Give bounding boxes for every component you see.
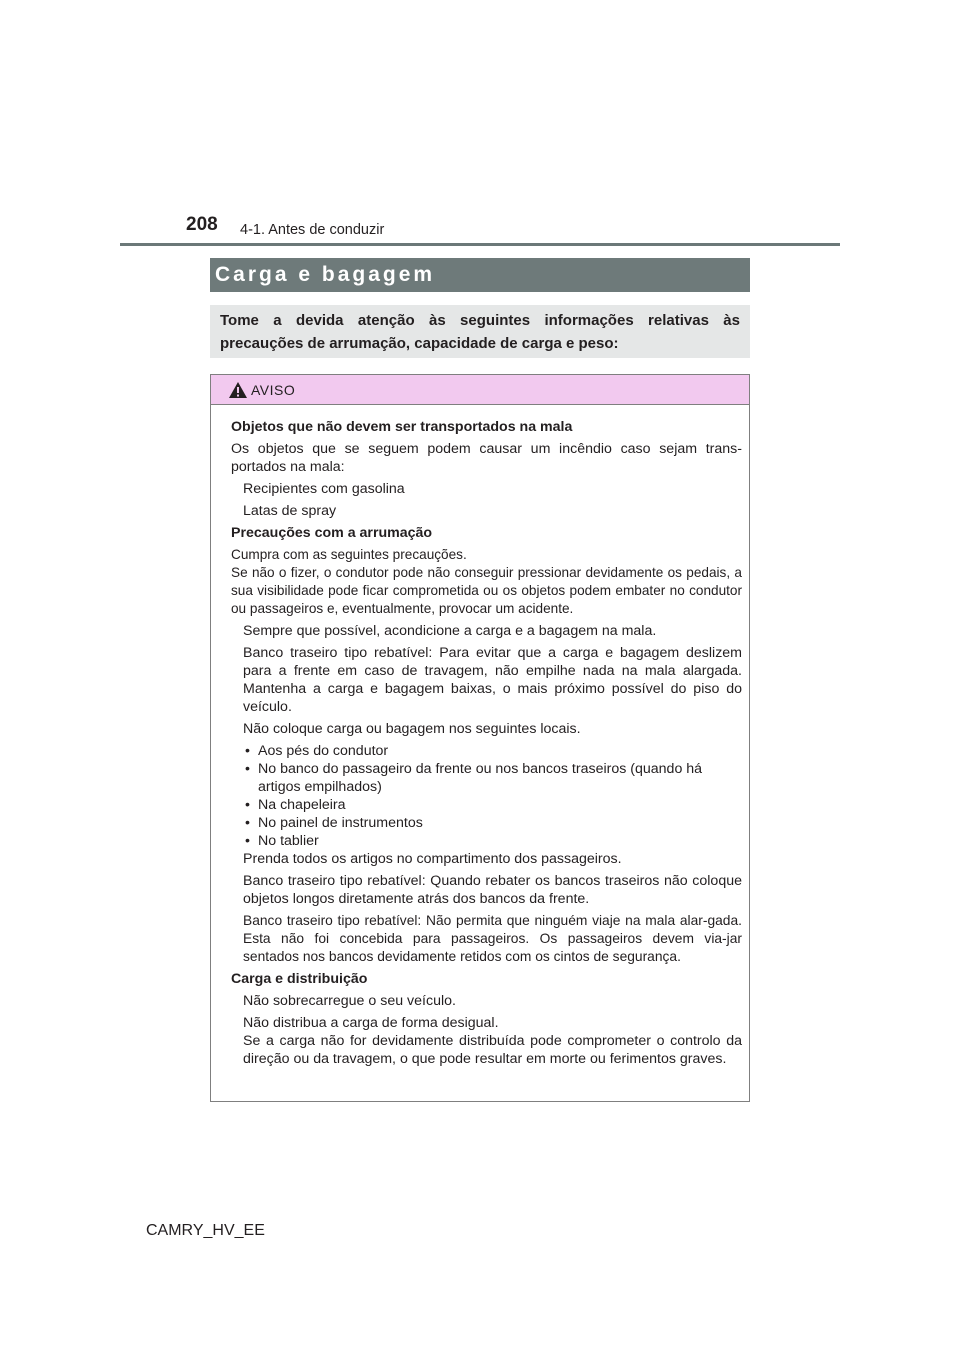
warning-item: Se a carga não for devidamente distribuída pode comprometer o controlo da direção ou da travagem, o que pode resultar em morte ou ferimentos graves. bbox=[243, 1033, 742, 1067]
warning-heading-arrumacao: Precauções com a arrumação bbox=[231, 525, 433, 541]
warning-paragraph: Se não o fizer, o condutor pode não conseguir pressionar devidamente os pedais, a sua visibilidade pode ficar comprometida ou os objetos podem embater no condutor ou passageiros e, eventualmente, provocar um acidente. bbox=[231, 565, 742, 616]
warning-item: Prenda todos os artigos no compartimento dos passageiros. bbox=[243, 851, 622, 867]
warning-header bbox=[211, 375, 749, 405]
warning-item: Recipientes com gasolina bbox=[243, 481, 405, 497]
warning-paragraph: Os objetos que se seguem podem causar um incêndio caso sejam trans-portados na mala: bbox=[231, 441, 742, 475]
intro-text: Tome a devida atenção às seguintes informações relativas às precauções de arrumação, capacidade de carga e peso: bbox=[210, 305, 750, 358]
warning-heading-carga: Carga e distribuição bbox=[231, 971, 368, 987]
warning-item: Não coloque carga ou bagagem nos seguintes locais. bbox=[243, 721, 581, 737]
list-item: • No painel de instrumentos bbox=[243, 814, 742, 832]
page-number: 208 bbox=[186, 214, 218, 235]
list-item: • No banco do passageiro da frente ou nos bancos traseiros (quando há artigos empilhados) bbox=[243, 760, 742, 796]
section-reference: 4-1. Antes de conduzir bbox=[240, 222, 385, 238]
warning-item: Banco traseiro tipo rebatível: Não permita que ninguém viaje na mala alar-gada. Esta não foi concebida para passageiros. Os passageiros devem via-jar sentados nos bancos devidamente retidos com os cintos de segurança. bbox=[243, 913, 742, 964]
section-title: Carga e bagagem bbox=[210, 258, 750, 292]
footer-code: CAMRY_HV_EE bbox=[146, 1222, 265, 1239]
warning-item: Banco traseiro tipo rebatível: Quando rebater os bancos traseiros não coloque objetos longos diretamente atrás dos bancos da frente. bbox=[243, 873, 742, 907]
warning-item: Não distribua a carga de forma desigual. bbox=[243, 1015, 499, 1031]
warning-triangle-icon bbox=[228, 381, 248, 399]
warning-item: Latas de spray bbox=[243, 503, 337, 519]
list-item: • Aos pés do condutor bbox=[243, 742, 742, 760]
warning-item: Sempre que possível, acondicione a carga e a bagagem na mala. bbox=[243, 623, 657, 639]
warning-item: Banco traseiro tipo rebatível: Para evitar que a carga e bagagem deslizem para a frente em caso de travagem, não empilhe nada na mala alargada. Mantenha a carga e bagagem baixas, o mais próximo possível do piso do veículo. bbox=[243, 645, 742, 715]
warning-box bbox=[210, 374, 750, 1102]
list-item: • Na chapeleira bbox=[243, 796, 742, 814]
header-divider bbox=[120, 243, 840, 246]
list-item: • No tablier bbox=[243, 832, 742, 850]
warning-body bbox=[211, 405, 749, 1068]
warning-label: AVISO bbox=[251, 381, 296, 398]
warning-heading-mala: Objetos que não devem ser transportados na mala bbox=[231, 419, 573, 435]
location-list bbox=[231, 742, 742, 850]
warning-item: Não sobrecarregue o seu veículo. bbox=[243, 993, 456, 1009]
warning-paragraph: Cumpra com as seguintes precauções. bbox=[231, 547, 467, 562]
